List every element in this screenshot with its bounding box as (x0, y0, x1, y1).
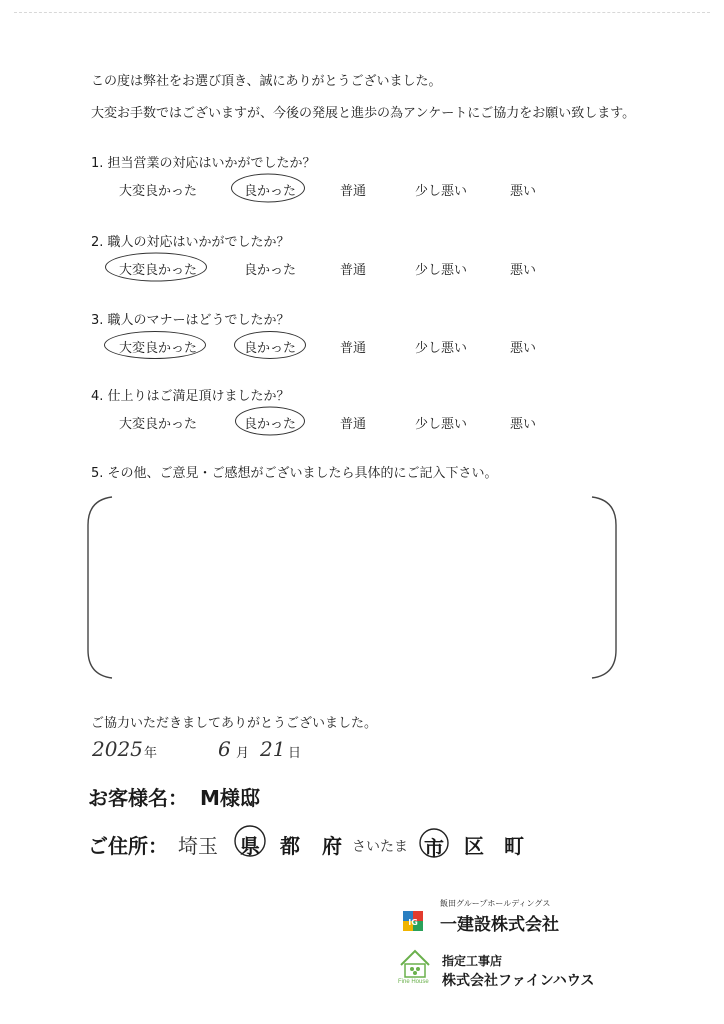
address-label: ご住所： (88, 834, 168, 858)
question-1: 1. 担当営業の対応はいかがでしたか？ (91, 156, 316, 171)
ig-logo-text: IG (408, 918, 418, 927)
q1-option-very-good[interactable]: 大変良かった (118, 184, 198, 199)
q4-option-good[interactable]: 良かった (243, 417, 297, 432)
q3-option-slightly-bad[interactable]: 少し悪い (414, 341, 468, 356)
q3-option-bad[interactable]: 悪い (509, 341, 537, 356)
customer-name[interactable]: M様邸 (200, 786, 260, 810)
q1-option-slightly-bad[interactable]: 少し悪い (414, 184, 468, 199)
thanks-text: ご協力いただきましてありがとうございました。 (91, 716, 378, 731)
date-year-unit: 年 (144, 746, 158, 761)
q3-option-good[interactable]: 良かった (243, 341, 297, 356)
address-prefecture-hand[interactable]: 埼玉 (178, 834, 218, 858)
store-label: 指定工事店 (442, 954, 503, 968)
q3-option-very-good[interactable]: 大変良かった (118, 341, 198, 356)
intro-line-2: 大変お手数ではございますが、今後の発展と進歩の為アンケートにご協力をお願い致します。 (91, 106, 636, 121)
address-option-ken[interactable]: 県 (240, 834, 260, 858)
customer-label: お客様名： (88, 786, 188, 810)
q2-option-very-good[interactable]: 大変良かった (118, 263, 198, 278)
group-name: 飯田グループホールディングス (440, 899, 551, 908)
q1-option-normal[interactable]: 普通 (339, 184, 367, 199)
q4-option-very-good[interactable]: 大変良かった (118, 417, 198, 432)
q2-option-bad[interactable]: 悪い (509, 263, 537, 278)
q2-option-normal[interactable]: 普通 (339, 263, 367, 278)
q1-option-good[interactable]: 良かった (243, 184, 297, 199)
q4-option-normal[interactable]: 普通 (339, 417, 367, 432)
question-2: 2. 職人の対応はいかがでしたか？ (91, 235, 290, 250)
q1-option-bad[interactable]: 悪い (509, 184, 537, 199)
date-month-value[interactable]: 6 (218, 737, 231, 761)
intro-line-1: この度は弊社をお選び頂き、誠にありがとうございました。 (91, 74, 442, 89)
fine-house-logo-text: Fine House (398, 979, 429, 985)
date-month-unit: 月 (236, 746, 250, 761)
address-option-to[interactable]: 都 (280, 834, 300, 858)
address-city-hand[interactable]: さいたま (352, 839, 408, 855)
q2-option-slightly-bad[interactable]: 少し悪い (414, 263, 468, 278)
date-year-value[interactable]: 2025 (92, 737, 143, 761)
address-option-shi[interactable]: 市 (424, 836, 444, 860)
date-day-unit: 日 (288, 746, 302, 761)
question-3: 3. 職人のマナーはどうでしたか？ (91, 313, 290, 328)
q4-option-slightly-bad[interactable]: 少し悪い (414, 417, 468, 432)
q2-option-good[interactable]: 良かった (243, 263, 297, 278)
address-option-fu[interactable]: 府 (322, 834, 342, 858)
question-4: 4. 仕上りはご満足頂けましたか？ (91, 389, 290, 404)
question-5: 5. その他、ご意見・ご感想がございましたら具体的にご記入下さい。 (91, 466, 498, 481)
date-day-value[interactable]: 21 (260, 737, 286, 761)
address-option-ku[interactable]: 区 (464, 834, 484, 858)
company-name: 一建設株式会社 (440, 915, 559, 935)
store-name: 株式会社ファインハウス (442, 973, 595, 989)
address-option-cho[interactable]: 町 (504, 834, 524, 858)
q4-option-bad[interactable]: 悪い (509, 417, 537, 432)
q3-option-normal[interactable]: 普通 (339, 341, 367, 356)
